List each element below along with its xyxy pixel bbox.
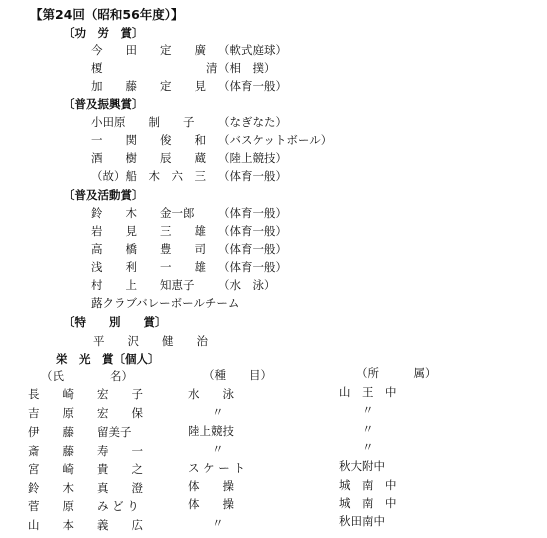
table-row-name: 長 崎 宏 子: [28, 387, 143, 401]
table-row-event: ス ケ ー ト: [188, 461, 245, 475]
activity-note: （水 泳）: [218, 278, 276, 292]
merit-note: （軟式庭球）: [218, 43, 287, 57]
merit-award-heading: 〔功 労 賞〕: [63, 26, 144, 40]
merit-note: （相 撲）: [218, 61, 276, 75]
column-header-event: （種 目）: [203, 368, 272, 382]
table-row-affiliation: 秋大附中: [339, 459, 385, 473]
table-row-name: 伊 藤 留美子: [28, 425, 132, 439]
special-award-heading: 〔特 別 賞〕: [63, 315, 167, 329]
promotion-note: （バスケットボール）: [218, 133, 333, 147]
column-header-name: （氏 名）: [41, 369, 133, 383]
column-header-affiliation: （所 属）: [356, 366, 437, 380]
merit-name: 加 藤 定 見: [91, 79, 206, 93]
promotion-name: 小田原 制 子: [91, 115, 195, 129]
activity-name: 高 橋 豊 司: [91, 242, 206, 256]
glory-award-heading: 栄 光 賞〔個人〕: [56, 352, 160, 366]
promotion-note: （なぎなた）: [218, 115, 287, 129]
table-row-event: 陸上競技: [188, 424, 234, 438]
activity-award-heading: 〔普及活動賞〕: [63, 188, 144, 202]
special-name: 平 沢 健 治: [93, 334, 208, 348]
promotion-note: （体育一般）: [218, 169, 287, 183]
table-row-name: 斎 藤 寿 一: [28, 444, 143, 458]
activity-name: 村 上 知恵子: [91, 278, 195, 292]
table-row-name: 吉 原 宏 保: [28, 406, 143, 420]
table-row-event: 体 操: [188, 479, 234, 493]
table-row-event: 〃: [212, 516, 224, 530]
table-row-event: 〃: [212, 442, 224, 456]
page-title: 【第24回（昭和56年度）】: [30, 7, 184, 22]
table-row-name: 山 本 義 広: [28, 518, 143, 532]
table-row-name: 鈴 木 真 澄: [28, 481, 143, 495]
table-row-affiliation: 山 王 中: [339, 385, 397, 399]
promotion-note: （陸上競技）: [218, 151, 287, 165]
activity-name: 岩 見 三 雄: [91, 224, 206, 238]
activity-name: 浅 利 一 雄: [91, 260, 206, 274]
activity-note: （体育一般）: [218, 206, 287, 220]
activity-name: 鈴 木 金一郎: [91, 206, 195, 220]
table-row-affiliation: 秋田南中: [339, 514, 385, 528]
activity-note: （体育一般）: [218, 242, 287, 256]
table-row-affiliation: 〃: [362, 440, 374, 454]
table-row-event: 水 泳: [188, 387, 234, 401]
table-row-name: 菅 原 み ど り: [28, 499, 139, 513]
promotion-award-heading: 〔普及振興賞〕: [63, 97, 144, 111]
promotion-name: （故）船 木 六 三: [91, 169, 206, 183]
table-row-event: 〃: [212, 405, 224, 419]
table-row-name: 宮 崎 貴 之: [28, 462, 143, 476]
activity-note: （体育一般）: [218, 260, 287, 274]
table-row-affiliation: 城 南 中: [339, 496, 397, 510]
merit-note: （体育一般）: [218, 79, 287, 93]
promotion-name: 一 関 俊 和: [91, 133, 206, 147]
table-row-affiliation: 〃: [362, 403, 374, 417]
merit-name: 今 田 定 廣: [91, 43, 206, 57]
table-row-affiliation: 〃: [362, 422, 374, 436]
table-row-affiliation: 城 南 中: [339, 478, 397, 492]
activity-name: 蕗クラブバレーボールチーム: [91, 296, 240, 310]
merit-name: 榎 清: [91, 61, 218, 75]
promotion-name: 酒 樹 辰 蔵: [91, 151, 206, 165]
table-row-event: 体 操: [188, 497, 234, 511]
activity-note: （体育一般）: [218, 224, 287, 238]
